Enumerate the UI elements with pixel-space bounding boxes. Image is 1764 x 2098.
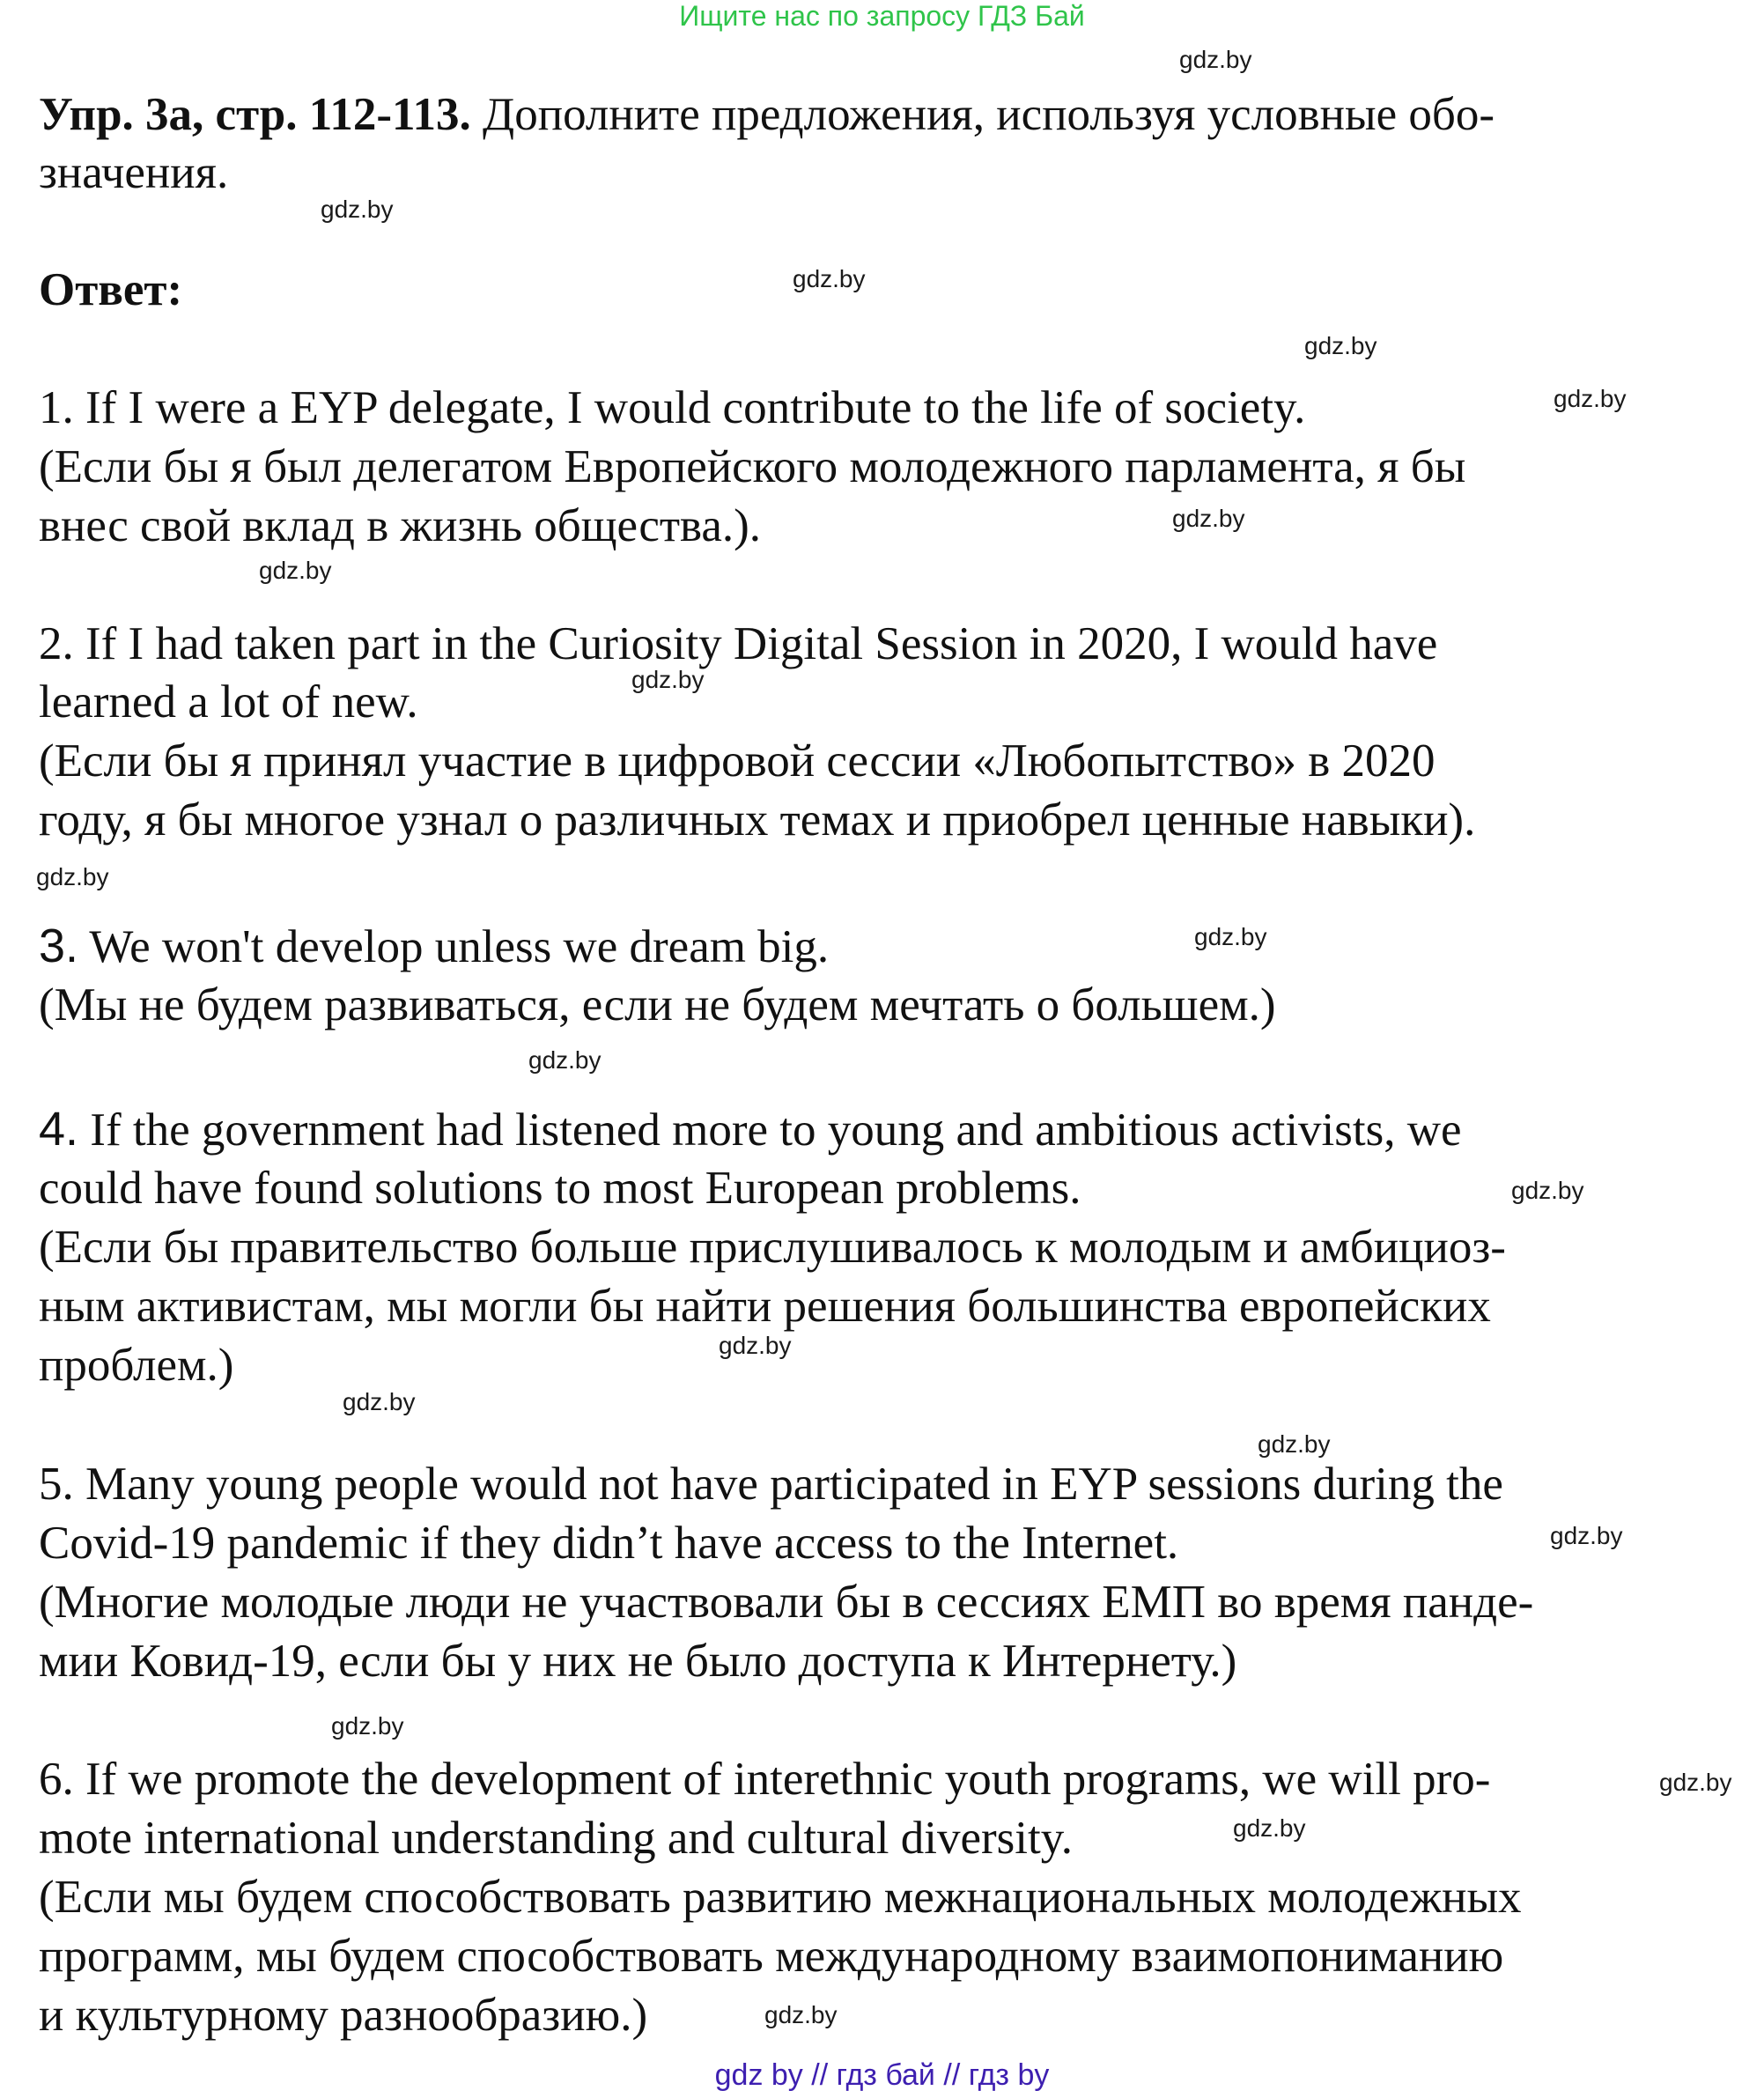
- item-4-number: 4.: [39, 1103, 79, 1156]
- item-3-ru-line-1: (Мы не будем развиваться, если не будем мечтать о большем.): [39, 979, 1276, 1031]
- watermark: gdz.by: [1194, 923, 1267, 950]
- watermark: gdz.by: [528, 1046, 602, 1074]
- watermark: gdz.by: [259, 557, 332, 584]
- search-banner: Ищите нас по запросу ГДЗ Бай: [679, 0, 1085, 32]
- watermark: gdz.by: [1554, 385, 1627, 412]
- watermark: gdz.by: [1258, 1430, 1331, 1458]
- item-4-en-text: If the government had listened more to young and ambitious activists, we: [78, 1104, 1462, 1156]
- item-6-ru-line-3: и культурному разнообразию.): [39, 1990, 648, 2041]
- watermark: gdz.by: [1550, 1522, 1623, 1549]
- item-4-en-line-2: could have found solutions to most European problems.: [39, 1163, 1081, 1214]
- item-3-number: 3.: [39, 920, 79, 972]
- watermark: gdz.by: [719, 1332, 792, 1359]
- item-2-en-line-2: learned a lot of new.: [39, 676, 418, 728]
- item-5-ru-line-2: мии Ковид-19, если бы у них не было доступа к Интернету.): [39, 1636, 1237, 1687]
- item-6-en-line-1: 6. If we promote the development of interethnic youth programs, we will pro-: [39, 1754, 1491, 1805]
- exercise-instruction: Дополните предложения, используя условные обо-: [470, 89, 1495, 140]
- item-2-en-line-1: 2. If I had taken part in the Curiosity Digital Session in 2020, I would have: [39, 618, 1438, 669]
- item-6-ru-line-1: (Если мы будем способствовать развитию межнациональных молодежных: [39, 1872, 1522, 1923]
- exercise-title: [39, 85, 1495, 144]
- exercise-number: Упр. 3а, стр. 112-113.: [39, 89, 471, 140]
- item-6-ru-line-2: программ, мы будем способствовать международному взаимопониманию: [39, 1931, 1504, 1982]
- watermark: gdz.by: [1233, 1814, 1306, 1842]
- item-1-en-line-1: 1. If I were a EYP delegate, I would contribute to the life of society.: [39, 382, 1306, 433]
- footer-watermark: gdz by // гдз бай // гдз by: [714, 2058, 1050, 2092]
- item-3-en-text: We won't develop unless we dream big.: [78, 921, 830, 972]
- watermark: gdz.by: [343, 1388, 416, 1415]
- item-6-en-line-2: mote international understanding and cultural diversity.: [39, 1813, 1074, 1864]
- item-1-ru-line-1: (Если бы я был делегатом Европейского молодежного парламента, я бы: [39, 441, 1466, 492]
- exercise-instruction-line2: значения.: [39, 147, 229, 198]
- watermark: gdz.by: [1659, 1769, 1732, 1796]
- watermark: gdz.by: [1304, 332, 1377, 359]
- item-2-ru-line-2: году, я бы многое узнал о различных темах и приобрел ценные навыки).: [39, 794, 1476, 846]
- item-4-ru-line-1: (Если бы правительство больше прислушивалось к молодым и амбициоз-: [39, 1222, 1506, 1273]
- watermark: gdz.by: [631, 666, 705, 693]
- item-3-en-line-1: [39, 917, 829, 976]
- watermark: gdz.by: [321, 196, 394, 223]
- watermark: gdz.by: [1511, 1177, 1584, 1204]
- watermark: gdz.by: [764, 2001, 838, 2028]
- watermark: gdz.by: [36, 863, 109, 890]
- item-2-ru-line-1: (Если бы я принял участие в цифровой сессии «Любопытство» в 2020: [39, 735, 1436, 787]
- item-5-ru-line-1: (Многие молодые люди не участвовали бы в сессиях ЕМП во время панде-: [39, 1577, 1534, 1628]
- item-5-en-line-1: 5. Many young people would not have participated in EYP sessions during the: [39, 1459, 1503, 1510]
- watermark: gdz.by: [331, 1712, 404, 1740]
- item-4-ru-line-2: ным активистам, мы могли бы найти решения большинства европейских: [39, 1281, 1491, 1332]
- watermark: gdz.by: [793, 265, 866, 292]
- watermark: gdz.by: [1172, 505, 1245, 532]
- item-4-en-line-1: [39, 1100, 1462, 1159]
- watermark: gdz.by: [1179, 46, 1252, 73]
- item-5-en-line-2: Covid-19 pandemic if they didn’t have access to the Internet.: [39, 1518, 1179, 1569]
- item-1-ru-line-2: внес свой вклад в жизнь общества.).: [39, 500, 762, 551]
- answer-label: Ответ:: [39, 264, 183, 315]
- item-4-ru-line-3: проблем.): [39, 1340, 234, 1391]
